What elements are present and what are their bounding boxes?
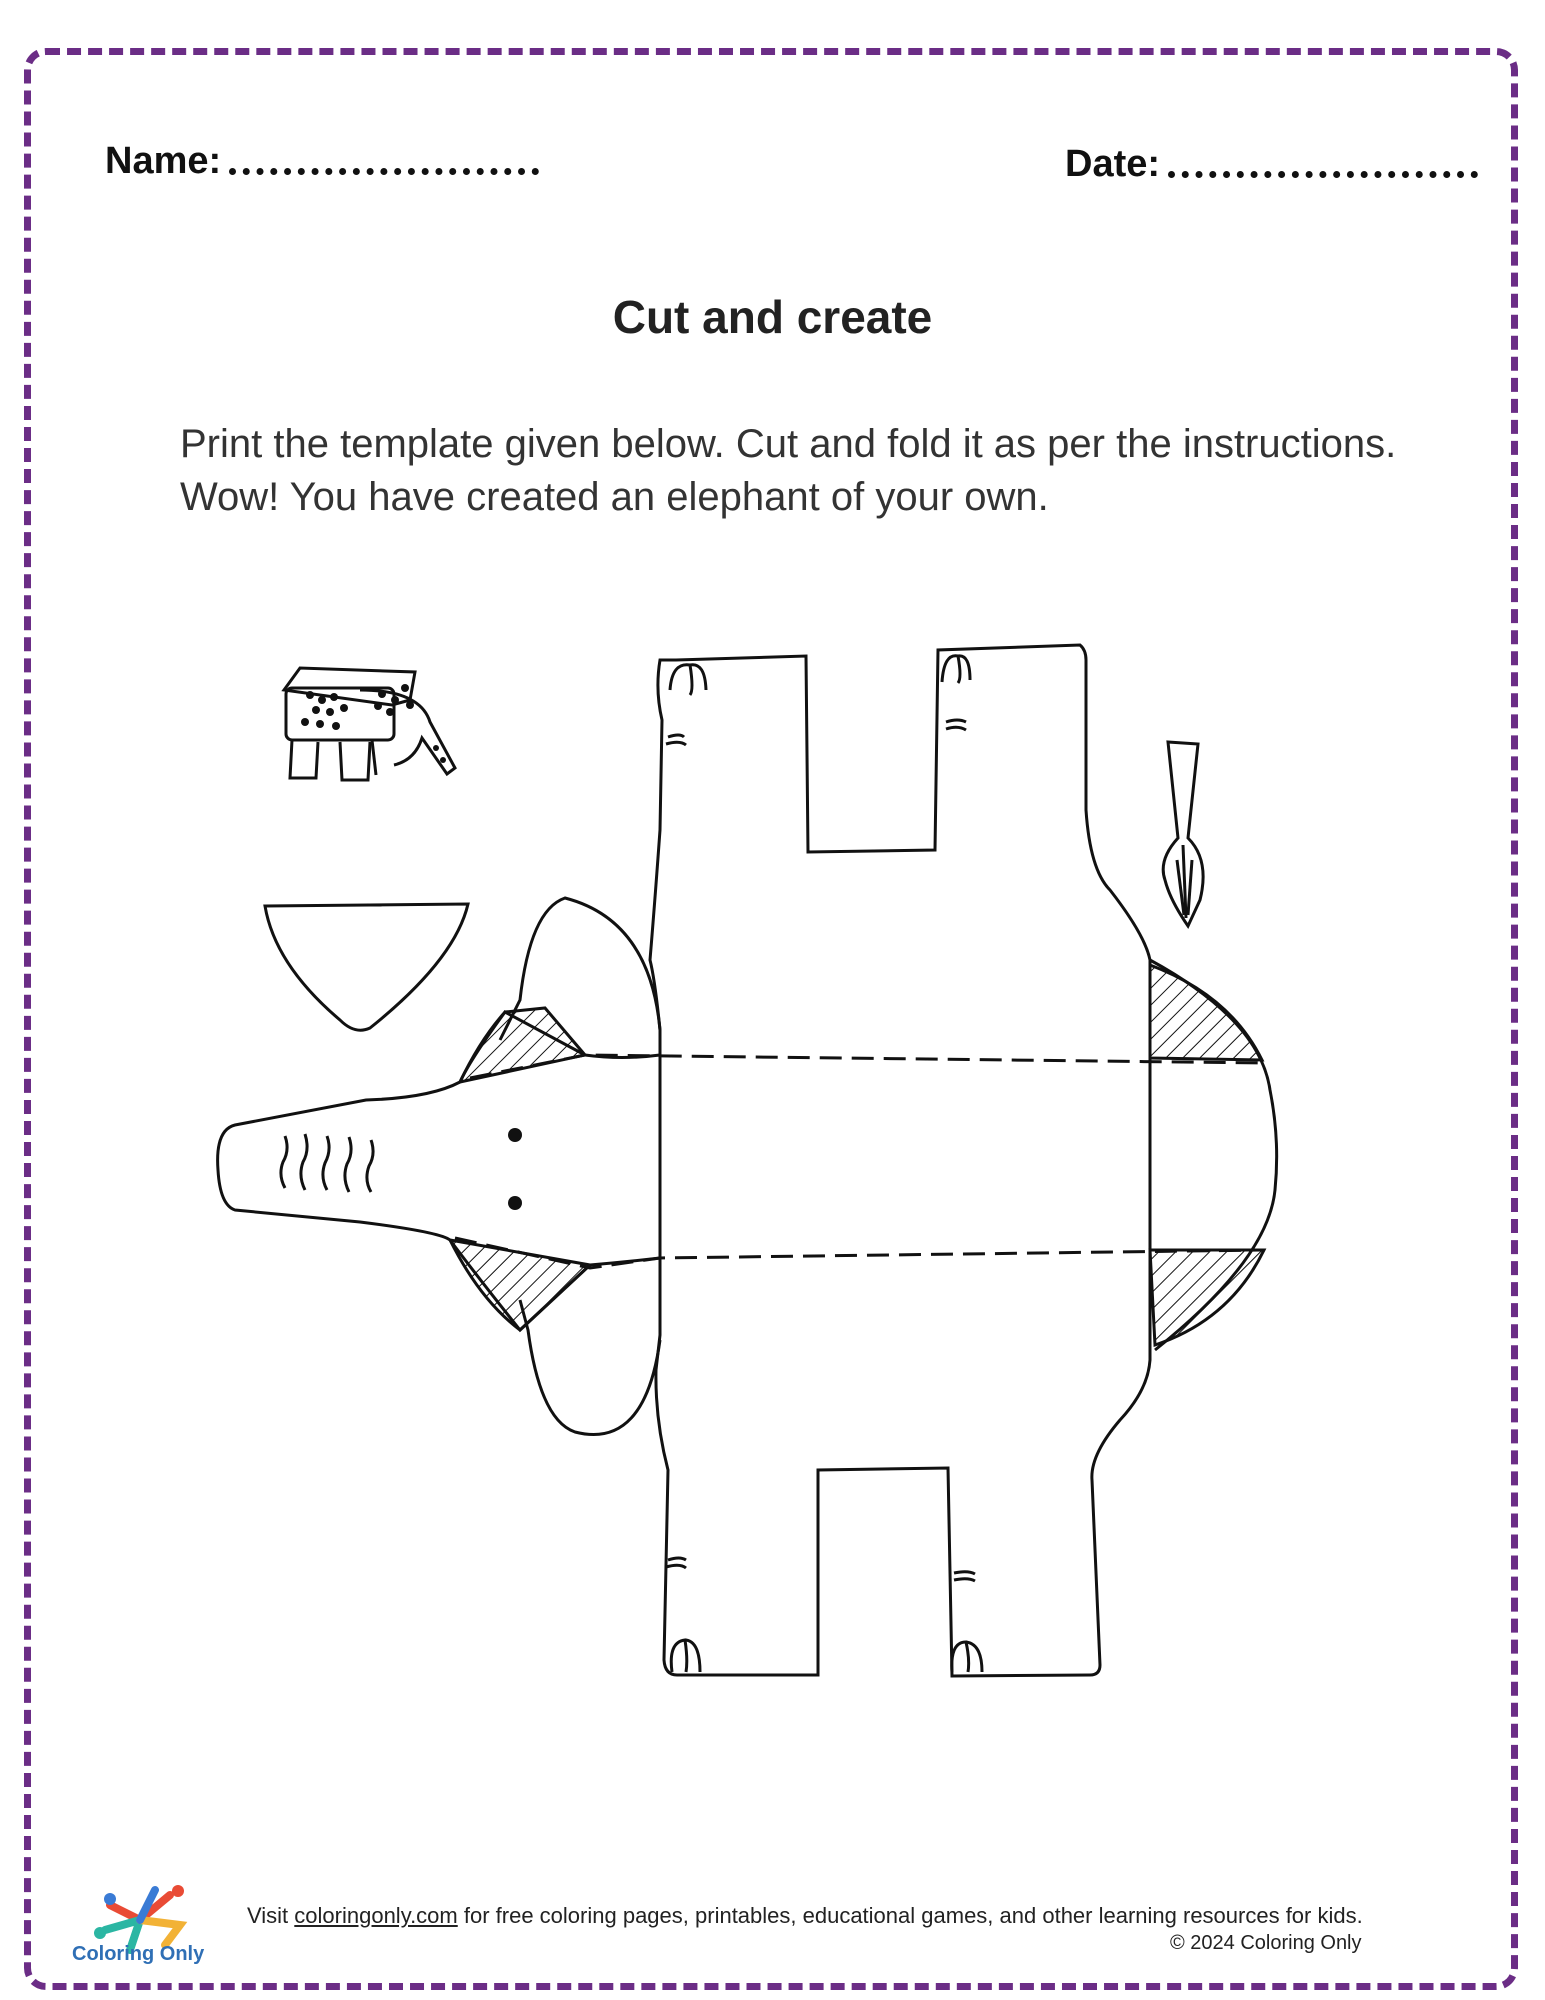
elephant-preview-icon [284, 668, 455, 780]
logo-text: Coloring Only [72, 1943, 205, 1965]
worksheet-title: Cut and create [612, 291, 933, 343]
head-piece [265, 904, 468, 1030]
visit-suffix: for free coloring pages, printables, educational games, and other learning resources for kids. [463, 1903, 1363, 1928]
site-link[interactable]: coloringonly.com [294, 1903, 458, 1928]
instructions-text: Print the template given below. Cut and fold it as per the instructions. Wow! You have created an elephant of your own. [180, 422, 1397, 519]
visit-prefix: Visit [247, 1903, 289, 1928]
footer-text [247, 1900, 1417, 1931]
date-label: Date: [1065, 143, 1161, 185]
copyright-text: © 2024 Coloring Only [1170, 1932, 1362, 1954]
name-label: Name: [105, 140, 222, 182]
